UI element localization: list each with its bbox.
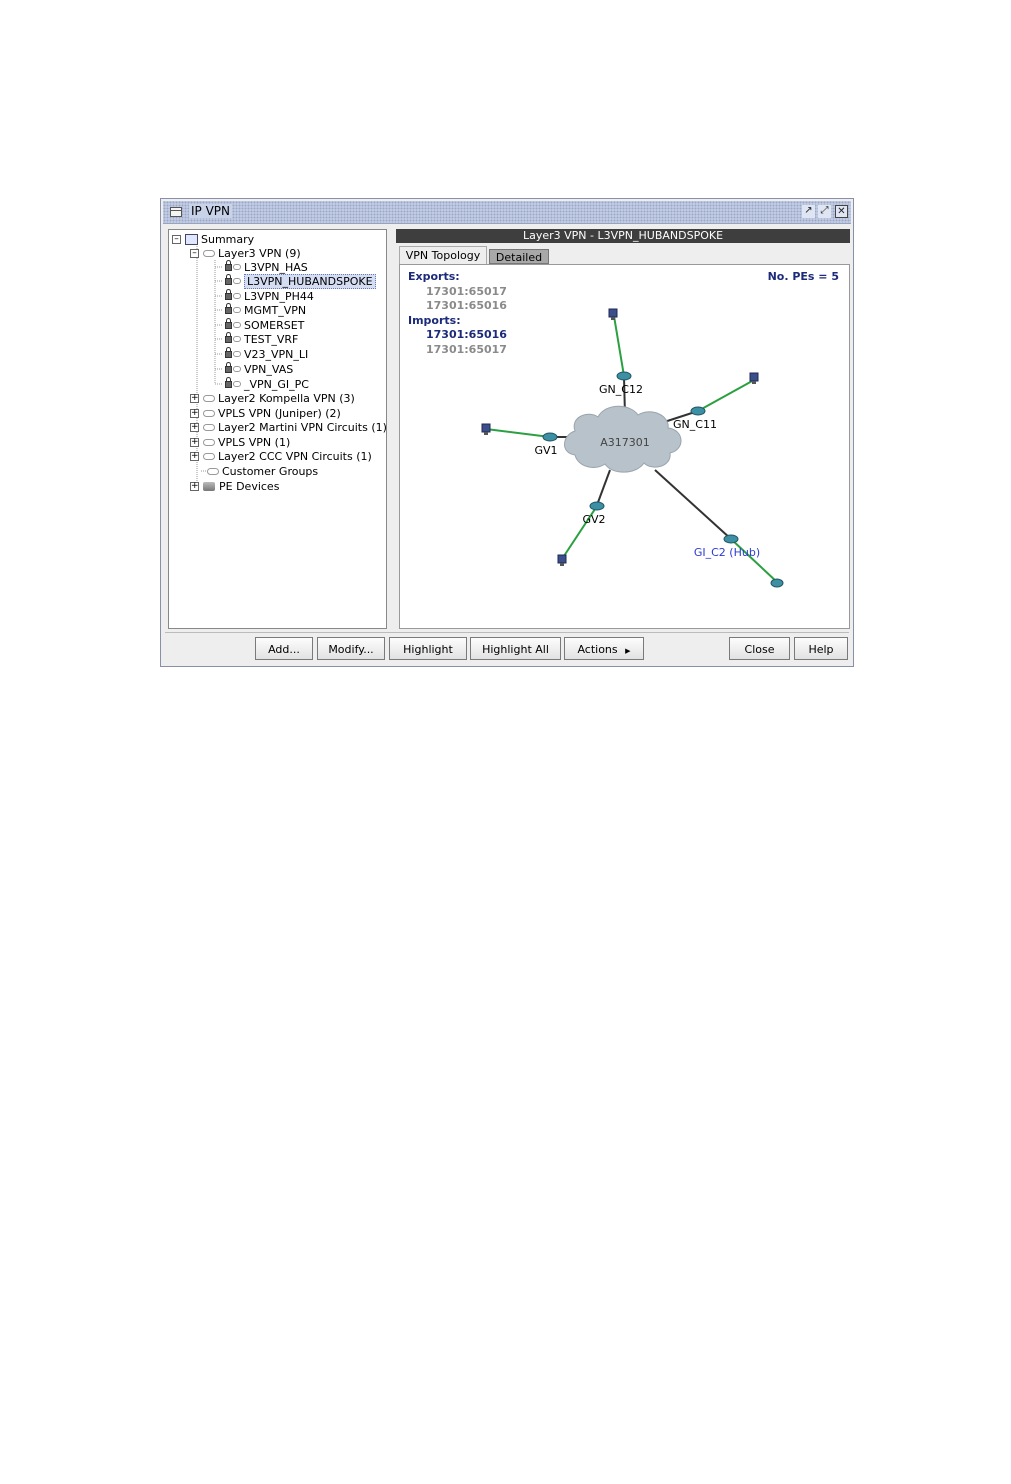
lock-icon	[225, 322, 232, 329]
ce-router-icon[interactable]	[771, 579, 783, 587]
tree-item-group[interactable]	[190, 435, 290, 449]
tree-item-label: L3VPN_PH44	[244, 289, 314, 303]
pe-router-gn-c12[interactable]	[599, 372, 643, 396]
vpn-cloud-icon	[203, 250, 215, 257]
tree-item-label: L3VPN_HUBANDSPOKE	[244, 274, 376, 289]
detail-header: Layer3 VPN - L3VPN_HUBANDSPOKE	[396, 229, 850, 243]
lock-icon	[225, 351, 232, 358]
ce-device-icon[interactable]	[609, 309, 617, 320]
tree-item-label: Layer3 VPN (9)	[218, 246, 301, 260]
pe-router-gv1[interactable]	[534, 433, 557, 457]
pe-router-gn-c11[interactable]	[673, 407, 717, 431]
summary-icon	[185, 234, 198, 245]
lock-icon	[225, 336, 232, 343]
help-button[interactable]: Help	[794, 637, 848, 660]
tree-item-customer-groups[interactable]	[207, 464, 318, 478]
tree-item-vpn[interactable]	[225, 332, 298, 346]
add-button[interactable]: Add...	[255, 637, 313, 660]
tab-detailed[interactable]: Detailed	[489, 249, 549, 264]
title-bar[interactable]	[163, 201, 851, 224]
tree-item-label: TEST_VRF	[244, 332, 299, 346]
ce-device-icon	[609, 309, 617, 317]
button-bar	[165, 632, 849, 665]
tree-item-label: Layer2 CCC VPN Circuits (1)	[218, 449, 372, 463]
tree-item-group[interactable]	[190, 391, 355, 405]
ce-device-icon	[558, 555, 566, 563]
tree-item-vpn-selected[interactable]	[225, 274, 376, 288]
tree-item-label: VPLS VPN (Juniper) (2)	[218, 406, 341, 420]
vpn-cloud-icon	[233, 322, 241, 328]
tree-item-label: _VPN_GI_PC	[244, 377, 309, 391]
caret-right-icon: ▶	[625, 647, 631, 655]
tree-item-vpn[interactable]	[225, 303, 306, 317]
expand-icon[interactable]: +	[191, 407, 199, 418]
tree-item-vpn[interactable]	[225, 347, 308, 361]
ce-device-icon	[482, 424, 490, 432]
pe-label: GN_C12	[599, 383, 643, 396]
vpn-cloud-icon	[233, 351, 241, 357]
tree-item-label: VPLS VPN (1)	[218, 435, 291, 449]
vpn-cloud-icon	[207, 468, 219, 475]
topology-diagram[interactable]	[400, 265, 849, 628]
highlight-all-button[interactable]: Highlight All	[470, 637, 561, 660]
tree-item-vpn[interactable]	[225, 377, 309, 391]
vpn-cloud-icon	[203, 410, 215, 417]
cloud-label: A317301	[600, 436, 650, 449]
vpn-cloud-icon	[233, 278, 241, 284]
router-icon	[771, 579, 783, 587]
expand-icon[interactable]: +	[191, 450, 199, 461]
tree-item-label: Summary	[201, 232, 255, 246]
pe-label: GV2	[582, 513, 606, 526]
link-ce-gv1	[486, 429, 550, 437]
pe-count: No. PEs = 5	[767, 270, 839, 283]
tree-item-label: MGMT_VPN	[244, 303, 307, 317]
tree-item-summary[interactable]	[172, 232, 254, 246]
actions-button[interactable]	[564, 637, 644, 660]
provider-cloud[interactable]	[564, 406, 681, 472]
tree-item-layer3-vpn[interactable]	[190, 246, 301, 260]
ce-device-icon	[611, 317, 615, 320]
lock-icon	[225, 293, 232, 300]
pe-label: GV1	[534, 444, 558, 457]
expand-icon[interactable]: +	[191, 436, 199, 447]
link-pe-gi-c2	[655, 470, 731, 539]
tree-item-label: L3VPN_HAS	[244, 260, 308, 274]
router-icon	[543, 433, 557, 441]
modify-button[interactable]: Modify...	[317, 637, 385, 660]
router-icon	[617, 372, 631, 380]
tree-item-label: SOMERSET	[244, 318, 305, 332]
vpn-detail-pane	[396, 229, 850, 631]
maximize-icon[interactable]: ⤢	[818, 205, 831, 218]
link-pe-gv2	[597, 470, 610, 505]
tree-item-label: V23_VPN_LI	[244, 347, 309, 361]
expand-icon[interactable]: +	[191, 392, 199, 403]
ce-device-icon	[484, 432, 488, 435]
tree-item-pe-devices[interactable]	[190, 479, 279, 493]
vpn-cloud-icon	[203, 439, 215, 446]
vpn-cloud-icon	[233, 366, 241, 372]
ce-device-icon	[750, 373, 758, 381]
tree-item-vpn[interactable]	[225, 362, 293, 376]
import-target: 17301:65017	[426, 343, 507, 356]
lock-icon	[225, 381, 232, 388]
import-target: 17301:65016	[426, 328, 507, 341]
link-ce-gn-c12	[614, 316, 624, 376]
topology-view[interactable]	[399, 264, 850, 629]
tab-vpn-topology[interactable]: VPN Topology	[399, 246, 487, 264]
tree-item-label: VPN_VAS	[244, 362, 294, 376]
ce-device-icon[interactable]	[482, 424, 490, 435]
lock-icon	[225, 264, 232, 271]
close-button[interactable]: Close	[729, 637, 790, 660]
tree-item-label: Customer Groups	[222, 464, 319, 478]
pe-router-gi-c2-hub[interactable]	[694, 535, 760, 559]
vpn-cloud-icon	[203, 395, 215, 402]
ce-device-icon	[560, 563, 564, 566]
imports-label: Imports:	[408, 314, 461, 327]
tree-item-vpn[interactable]	[225, 318, 304, 332]
window-icon	[170, 207, 182, 217]
pe-label: GN_C11	[673, 418, 717, 431]
vpn-cloud-icon	[233, 307, 241, 313]
vpn-cloud-icon	[203, 453, 215, 460]
link-ce-gn-c11	[698, 380, 754, 411]
lock-icon	[225, 366, 232, 373]
router-icon	[590, 502, 604, 510]
export-target: 17301:65016	[426, 299, 507, 312]
export-target: 17301:65017	[426, 285, 507, 298]
exports-label: Exports:	[408, 270, 460, 283]
tree-item-label: Layer2 Kompella VPN (3)	[218, 391, 355, 405]
close-icon[interactable]: ✕	[835, 205, 848, 218]
tree-item-vpn[interactable]	[225, 260, 308, 274]
vpn-cloud-icon	[233, 264, 241, 270]
ce-device-icon[interactable]	[558, 555, 566, 566]
actions-label: Actions	[577, 643, 618, 656]
vpn-tree[interactable]	[168, 229, 387, 629]
expand-icon[interactable]: +	[191, 480, 199, 491]
ip-vpn-window	[160, 198, 854, 667]
lock-icon	[225, 307, 232, 314]
lock-icon	[225, 278, 232, 285]
database-icon	[203, 482, 215, 491]
pe-router-gv2[interactable]	[582, 502, 605, 526]
tree-item-group[interactable]	[190, 420, 387, 434]
collapse-icon[interactable]: –	[172, 235, 181, 244]
ce-device-icon	[752, 381, 756, 384]
minimize-icon[interactable]: ↗	[802, 205, 815, 218]
vpn-cloud-icon	[203, 424, 215, 431]
vpn-cloud-icon	[233, 381, 241, 387]
tree-item-group[interactable]	[190, 449, 372, 463]
tree-item-group[interactable]	[190, 406, 341, 420]
collapse-icon[interactable]: –	[190, 249, 199, 258]
router-icon	[691, 407, 705, 415]
highlight-button[interactable]: Highlight	[389, 637, 467, 660]
tree-item-label: Layer2 Martini VPN Circuits (1)	[218, 420, 387, 434]
tree-item-label: PE Devices	[219, 479, 280, 493]
vpn-cloud-icon	[233, 336, 241, 342]
window-title: IP VPN	[191, 204, 231, 218]
tree-item-vpn[interactable]	[225, 289, 314, 303]
pe-label: GI_C2 (Hub)	[693, 546, 761, 559]
expand-icon[interactable]: +	[191, 421, 199, 432]
vpn-cloud-icon	[233, 293, 241, 299]
router-icon	[724, 535, 738, 543]
